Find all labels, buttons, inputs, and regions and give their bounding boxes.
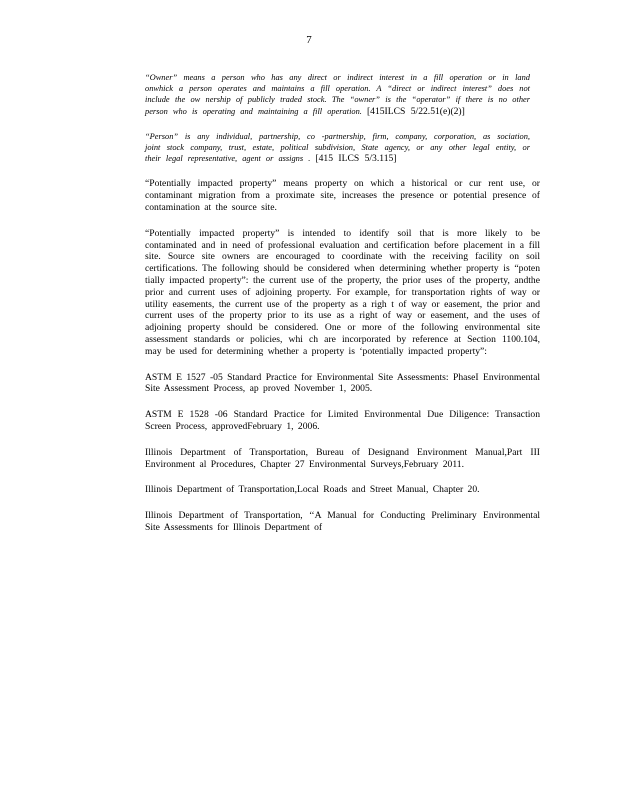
person-definition-text: “Person” is any individual, partnership, co -partnership, firm, company, corporation, as sociation, joint stock company, trust, estate, political subdivision, State agency, or any other legal entity, or their legal representative, agent or assigns . bbox=[145, 131, 530, 164]
idot-bureau-reference: Illinois Department of Transportation, Bureau of Designand Environment Manual,Part III Environment al Procedures, Chapter 27 Environmental Surveys,February 2011. bbox=[145, 446, 540, 470]
astm-e1527-reference: ASTM E 1527 -05 Standard Practice for Environmental Site Assessments: PhaseI Environmental Site Assessment Process, ap proved November 1, 2005. bbox=[145, 371, 540, 395]
owner-definition-text: “Owner” means a person who has any direct or indirect interest in a fill operation or in land onwhick a person operates and maintains a fill operation. A “direct or indirect interest” does not include the ow nership of publicly traded stock. The “owner” is the “operator” if there is no other person who is operating and maintaining a fill operation. bbox=[145, 73, 530, 116]
person-definition-citation: [415 ILCS 5/3.115] bbox=[315, 153, 397, 165]
idot-manual-reference: Illinois Department of Transportation, ‘‘A Manual for Conducting Preliminary Environmental Site Assessments for Illinois Department of bbox=[145, 510, 540, 533]
page-body bbox=[145, 72, 540, 534]
person-definition bbox=[145, 131, 530, 165]
owner-definition bbox=[145, 72, 530, 117]
page-number: 7 bbox=[306, 34, 312, 46]
owner-definition-citation: [415ILCS 5/22.51(e)(2)] bbox=[366, 105, 465, 117]
astm-e1528-reference: ASTM E 1528 -06 Standard Practice for Limited Environmental Due Diligence: Transaction Screen Process, approvedFebruary 1, 2006. bbox=[145, 409, 540, 432]
potentially-impacted-definition: “Potentially impacted property” means property on which a historical or cur rent use, or contaminant migration from a proximate site, increases the presence or potential presence of contamination at the source site. bbox=[145, 178, 540, 214]
idot-local-roads-reference: Illinois Department of Transportation,Local Roads and Street Manual, Chapter 20. bbox=[145, 484, 480, 496]
potentially-impacted-intent: “Potentially impacted property” is intended to identify soil that is more likely to be contaminated and in need of professional evaluation and certification before placement in a fill site. Source site owners are encouraged to coordinate with the receiving facility on soil certifications. The following should be considered when determining whether property is “poten tially impacted property”: the current use of the property, the prior uses of the property, andthe prior and current uses of adjoining property. For example, for transportation rights of way or utility easements, the current use of the property as a righ t of way or easement, the prior and current uses of the property prior to its use as a right of way or easement, and the uses of adjoining property should be considered. One or more of the following environmental site assessment standards or policies, whi ch are incorporated by reference at Section 1100.104, may be used for determining whether a property is ‘potentially impacted property”: bbox=[145, 227, 540, 357]
